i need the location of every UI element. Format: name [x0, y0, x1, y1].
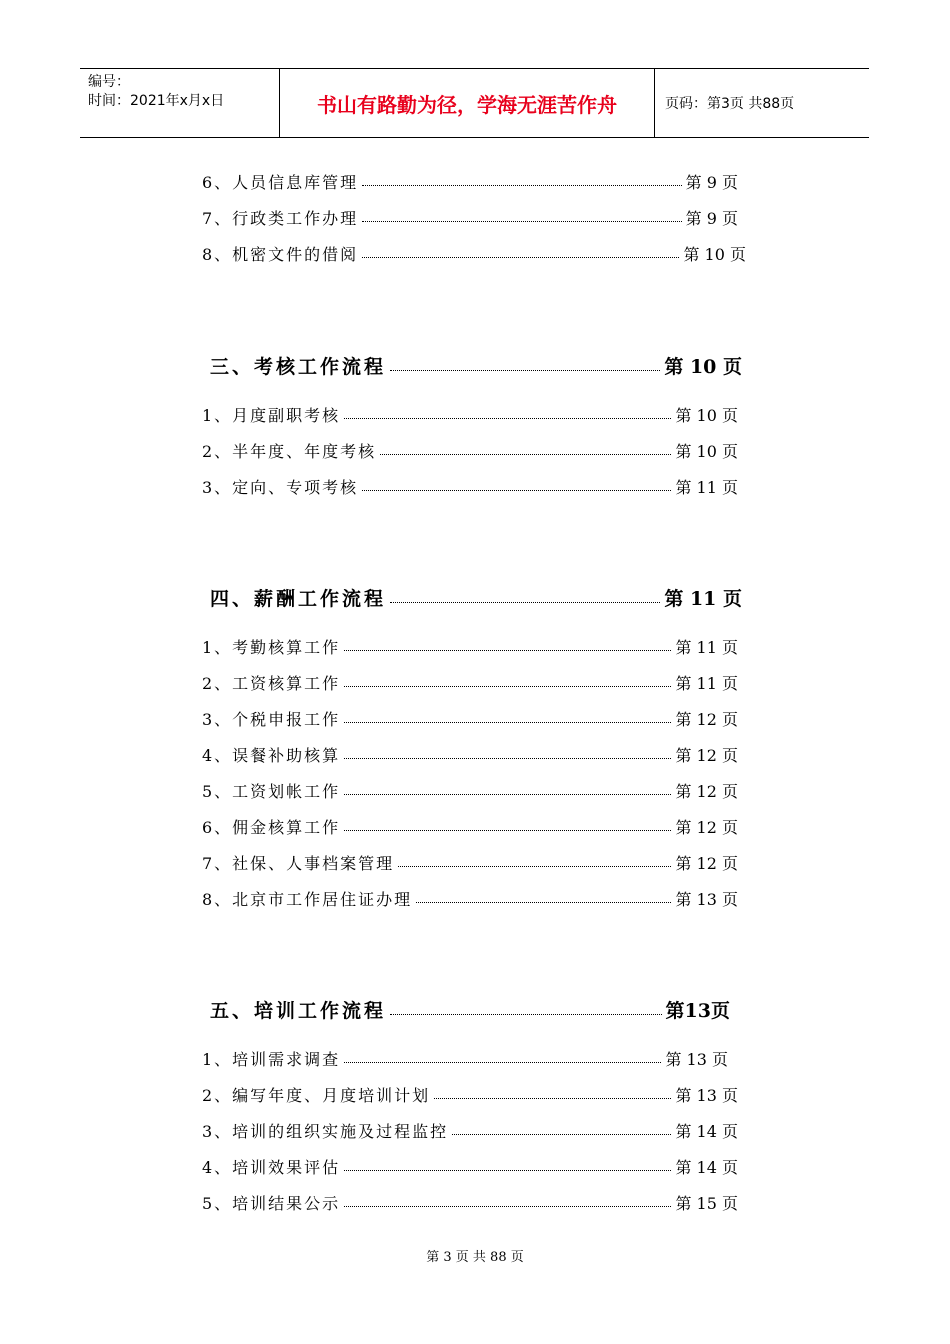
- toc-leader-dots: [344, 722, 671, 723]
- toc-leader-dots: [344, 686, 671, 687]
- toc-entry-label: 6、人员信息库管理: [202, 173, 359, 192]
- toc-leader-dots: [362, 221, 681, 222]
- toc-section: [210, 584, 742, 611]
- header-number-label: 编号：: [88, 74, 130, 90]
- toc-entry-label: 3、定向、专项考核: [202, 478, 359, 497]
- toc-entry: [202, 887, 738, 910]
- toc-entry: [202, 1191, 738, 1214]
- toc-entry-label: 8、北京市工作居住证办理: [202, 890, 413, 909]
- toc-leader-dots: [344, 650, 671, 651]
- toc-entry-page: 第 13 页: [665, 1050, 728, 1069]
- toc-entry: [202, 1047, 728, 1070]
- toc-entry-page: 第 15 页: [675, 1194, 738, 1213]
- toc-section: [210, 352, 742, 379]
- toc-leader-dots: [390, 602, 660, 603]
- toc-entry: [202, 707, 738, 730]
- toc-leader-dots: [398, 866, 671, 867]
- toc-entry-page: 第 9 页: [685, 173, 738, 192]
- toc-entry-page: 第 9 页: [685, 209, 738, 228]
- toc-entry: [202, 439, 738, 462]
- toc-section-page: 第 11 页: [664, 588, 742, 610]
- toc-entry: [202, 1155, 738, 1178]
- toc-section: [210, 996, 730, 1023]
- toc-entry-page: 第 13 页: [675, 890, 738, 909]
- toc-entry-label: 4、误餐补助核算: [202, 746, 341, 765]
- toc-entry-page: 第 12 页: [675, 854, 738, 873]
- toc-entry-page: 第 12 页: [675, 782, 738, 801]
- header-page-info: 页码：第3页 共88页: [665, 96, 795, 112]
- toc-entry: [202, 403, 738, 426]
- toc-entry-label: 2、编写年度、月度培训计划: [202, 1086, 431, 1105]
- toc-entry: [202, 206, 738, 229]
- toc-leader-dots: [452, 1134, 671, 1135]
- toc-entry: [202, 635, 738, 658]
- toc-leader-dots: [344, 830, 671, 831]
- toc-entry-label: 2、半年度、年度考核: [202, 442, 377, 461]
- toc-entry-label: 7、社保、人事档案管理: [202, 854, 395, 873]
- toc-entry: [202, 1083, 738, 1106]
- toc-entry-label: 1、月度副职考核: [202, 406, 341, 425]
- toc-entry-label: 8、机密文件的借阅: [202, 245, 359, 264]
- toc-entry-label: 4、培训效果评估: [202, 1158, 341, 1177]
- toc-leader-dots: [416, 902, 671, 903]
- toc-section-page: 第13页: [665, 1000, 730, 1022]
- toc-entry-page: 第 10 页: [675, 442, 738, 461]
- toc-entry-page: 第 12 页: [675, 710, 738, 729]
- toc-entry: [202, 475, 738, 498]
- toc-entry-page: 第 14 页: [675, 1122, 738, 1141]
- toc-entry-label: 7、行政类工作办理: [202, 209, 359, 228]
- toc-entry-label: 5、工资划帐工作: [202, 782, 341, 801]
- toc-entry-page: 第 12 页: [675, 746, 738, 765]
- toc-entry-page: 第 12 页: [675, 818, 738, 837]
- toc-leader-dots: [344, 1206, 671, 1207]
- toc-leader-dots: [362, 185, 681, 186]
- toc-leader-dots: [390, 370, 660, 371]
- toc-entry-page: 第 11 页: [675, 638, 738, 657]
- toc-entry-label: 6、佣金核算工作: [202, 818, 341, 837]
- toc-leader-dots: [380, 454, 671, 455]
- toc-entry: [202, 851, 738, 874]
- toc-entry: [202, 170, 738, 193]
- toc-section-label: 四、薪酬工作流程: [210, 588, 387, 610]
- toc-entry-page: 第 11 页: [675, 478, 738, 497]
- toc-leader-dots: [344, 418, 671, 419]
- header-slogan: 书山有路勤为径，学海无涯苦作舟: [280, 69, 655, 137]
- toc-entry-label: 3、培训的组织实施及过程监控: [202, 1122, 449, 1141]
- toc-entry-page: 第 11 页: [675, 674, 738, 693]
- toc-entry-label: 5、培训结果公示: [202, 1194, 341, 1213]
- toc-leader-dots: [344, 794, 671, 795]
- toc-entry-page: 第 14 页: [675, 1158, 738, 1177]
- toc-leader-dots: [434, 1098, 671, 1099]
- toc-entry: [202, 743, 738, 766]
- toc-leader-dots: [362, 257, 679, 258]
- toc-entry: [202, 779, 738, 802]
- toc-entry-label: 1、考勤核算工作: [202, 638, 341, 657]
- toc-entry: [202, 815, 738, 838]
- header-meta: [80, 69, 280, 137]
- toc-entry-label: 1、培训需求调查: [202, 1050, 341, 1069]
- toc-section-label: 三、考核工作流程: [210, 356, 387, 378]
- toc-entry-page: 第 10 页: [683, 245, 746, 264]
- toc-leader-dots: [362, 490, 671, 491]
- toc-section-label: 五、培训工作流程: [210, 1000, 387, 1022]
- toc-entry-label: 3、个税申报工作: [202, 710, 341, 729]
- toc-section-page: 第 10 页: [664, 356, 742, 378]
- page-header: [80, 68, 869, 138]
- toc-leader-dots: [390, 1014, 662, 1015]
- toc-leader-dots: [344, 1170, 671, 1171]
- toc-entry-label: 2、工资核算工作: [202, 674, 341, 693]
- toc-entry: [202, 671, 738, 694]
- toc-entry: [202, 242, 746, 265]
- page-footer: 第 3 页 共 88 页: [426, 1250, 524, 1265]
- toc-entry: [202, 1119, 738, 1142]
- toc-entry-page: 第 13 页: [675, 1086, 738, 1105]
- toc-leader-dots: [344, 1062, 661, 1063]
- toc-leader-dots: [344, 758, 671, 759]
- toc-entry-page: 第 10 页: [675, 406, 738, 425]
- header-time-label: 时间：2021年x月x日: [88, 93, 225, 109]
